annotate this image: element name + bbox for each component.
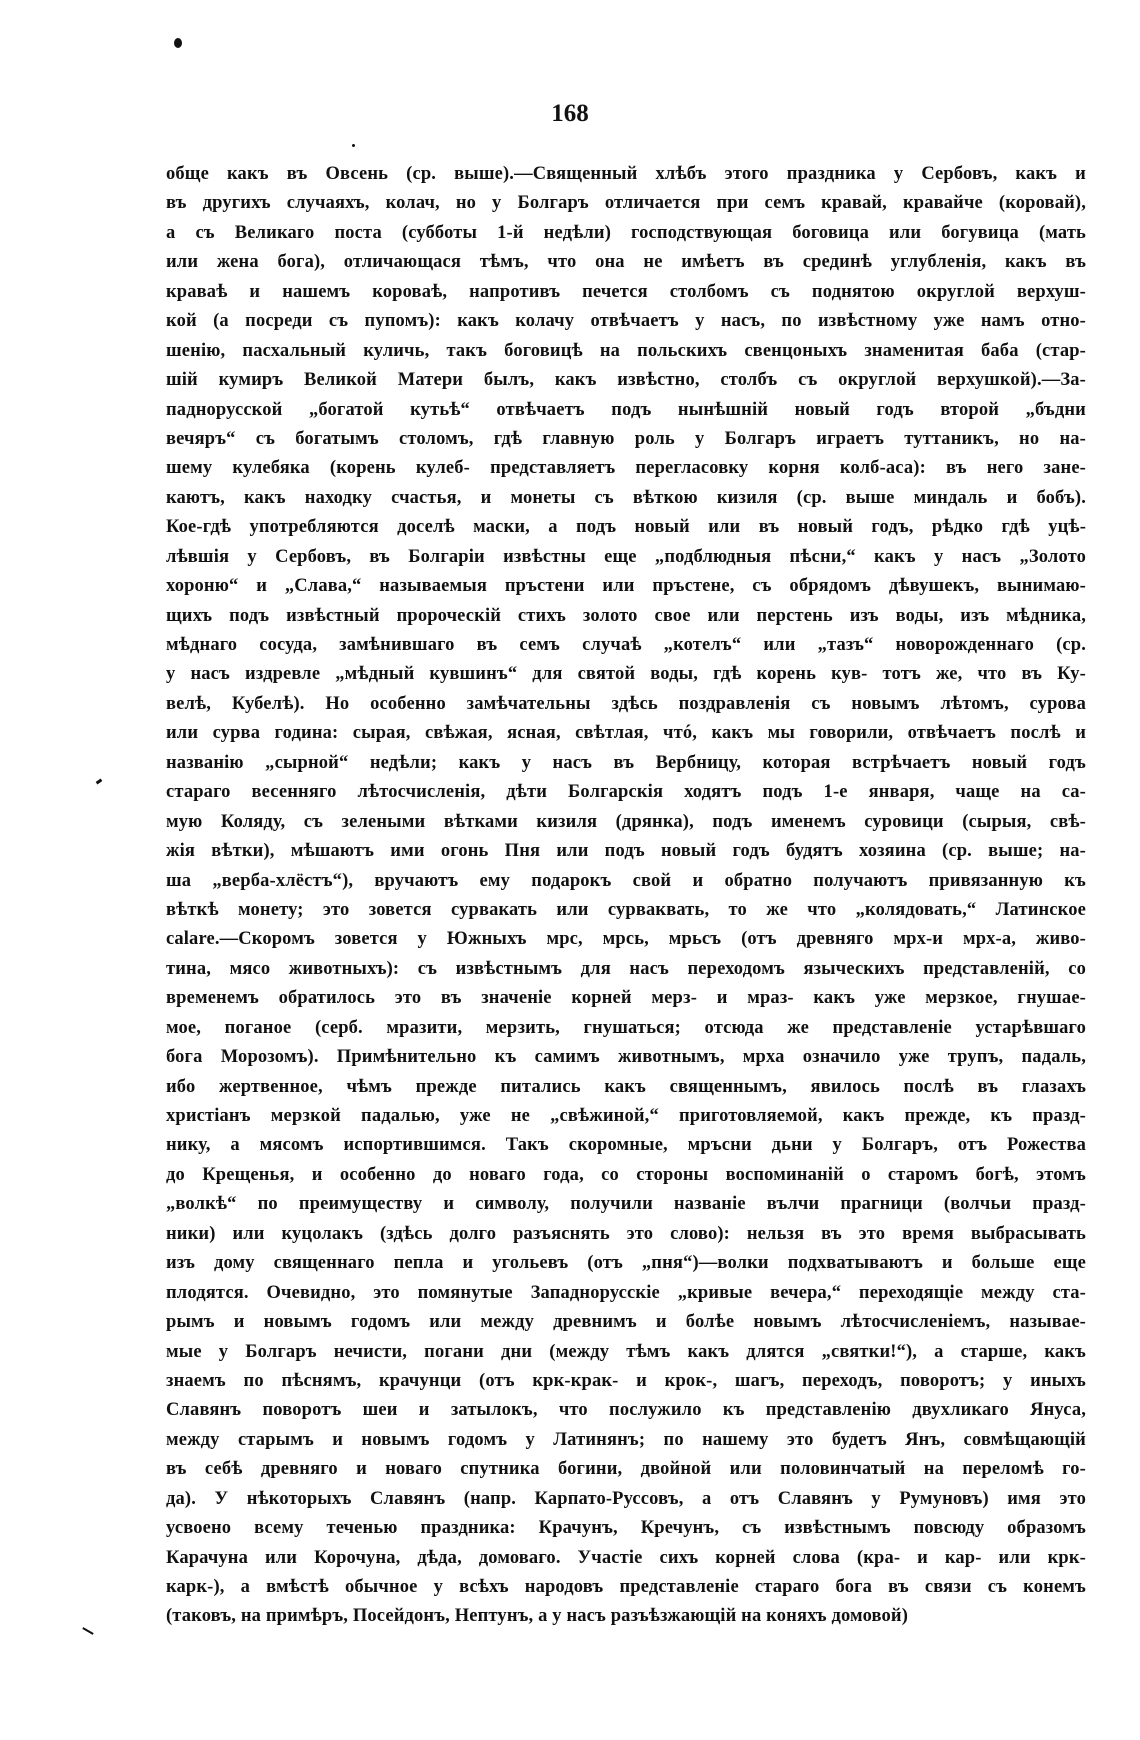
text-line: стараго весенняго лѣтосчисленія, дѣти Болгарскія ходятъ подъ 1-е января, чаще на са- — [166, 782, 1086, 803]
text-line: карк-), а вмѣстѣ обычное у всѣхъ народовъ представленіе стараго бога въ связи съ конемъ — [166, 1577, 1086, 1597]
text-line: тина, мясо животныхъ): съ извѣстнымъ для насъ переходомъ языческихъ представленій, со — [166, 958, 1086, 979]
text-line: жія вѣтки), мѣшаютъ ими огонь Пня или подъ новый годъ будятъ хозяина (ср. выше; на- — [166, 841, 1086, 862]
text-line: нику, а мясомъ испортившимся. Такъ скоромные, мръсни дьни у Болгаръ, отъ Рожества — [166, 1135, 1086, 1156]
text-line: между старымъ и новымъ годомъ у Латинянъ; по нашему это будетъ Янъ, совмѣщающій — [166, 1429, 1086, 1450]
text-line: calare.—Скоромъ зовется у Южныхъ мрс, мрсь, мрьсъ (отъ древняго мрх-и мрх-а, живо- — [166, 929, 1086, 950]
text-line: названію „сырной“ недѣли; какъ у насъ въ Вербницу, которая встрѣчаетъ новый годъ — [166, 752, 1086, 773]
text-line: изъ дому священнаго пепла и угольевъ (отъ „пня“)—волки подхватываютъ и больше еще — [166, 1253, 1086, 1274]
text-line: лѣвшія у Сербовъ, въ Болгаріи извѣстны еще „подблюдныя пѣсни,“ какъ у насъ „Золото — [166, 546, 1086, 567]
ink-speck-mark — [352, 144, 355, 147]
body-text — [166, 160, 1086, 1632]
ink-dot-mark — [174, 38, 182, 48]
text-line: (таковъ, на примѣръ, Посейдонъ, Нептунъ, а у насъ разъѣзжающій на коняхъ домовой) — [166, 1606, 909, 1627]
text-line: щихъ подъ извѣстный пророческій стихъ золото свое или перстень изъ воды, изъ мѣдника, — [166, 605, 1086, 626]
text-line: кравaѣ и нашемъ короваѣ, напротивъ печется столбомъ съ поднятою округлой верхуш- — [166, 281, 1086, 302]
text-line: мую Коляду, съ зелеными вѣтками кизиля (дрянка), подъ именемъ суровици (сырыя, свѣ- — [166, 811, 1086, 832]
text-line: усвоено всему теченью праздника: Крачунъ, Кречунъ, съ извѣстнымъ повсюду образомъ — [166, 1518, 1086, 1539]
text-line: хороню“ и „Слава,“ называемыя пръстени или пръстене, съ обрядомъ дѣвушекъ, вынимаю- — [166, 576, 1086, 597]
text-line: знаемъ по пѣснямъ, крачунци (отъ крк-крак- и крок-, шагъ, переходъ, поворотъ; у иныхъ — [166, 1370, 1086, 1391]
text-line: да). У нѣкоторыхъ Славянъ (напр. Карпато-Руссовъ, а отъ Славянъ у Румуновъ) имя это — [166, 1488, 1086, 1509]
text-line: ша „верба-хлёстъ“), вручаютъ ему подарокъ свой и обратно получаютъ привязанную къ — [166, 870, 1086, 891]
text-line: мые у Болгаръ нечисти, погани дни (между тѣмъ какъ длятся „святки!“), а старше, какъ — [166, 1341, 1086, 1362]
text-line: паднорусской „богатой кутьѣ“ отвѣчаетъ подъ нынѣшній новый годъ второй „бъдни — [166, 399, 1086, 420]
text-line: Славянъ поворотъ шеи и затылокъ, что послужило къ представленію двухликаго Януса, — [166, 1400, 1086, 1421]
text-line: христіанъ мерзкой падалью, уже не „свѣжиной,“ приготовляемой, какъ прежде, къ празд- — [166, 1106, 1086, 1126]
text-line: велѣ, Кубелѣ). Но особенно замѣчательны здѣсь поздравленія съ новымъ лѣтомъ, сурова — [166, 693, 1086, 714]
text-line: ибо жертвенное, чѣмъ прежде питались какъ священнымъ, явилось послѣ въ глазахъ — [166, 1076, 1086, 1097]
text-line: Карачуна или Корочуна, дѣда, домоваго. Участіе сихъ корней слова (кра- и кар- или крк- — [166, 1547, 1086, 1568]
text-line: у насъ издревле „мѣдный кувшинъ“ для святой воды, гдѣ корень кув- тотъ же, что въ Ку- — [166, 664, 1086, 685]
text-line: вечяръ“ съ богатымъ столомъ, гдѣ главную роль у Болгаръ играетъ туттаникъ, но на- — [166, 428, 1086, 449]
text-line: плодятся. Очевидно, это помянутые Западнорусскіе „кривые вечера,“ переходящіе между ста- — [166, 1282, 1086, 1303]
text-line: „волкѣ“ по преимуществу и символу, получили названіе вълчи прагници (волчьи празд- — [166, 1194, 1086, 1215]
text-line: каютъ, какъ находку счастья, и монеты съ вѣткою кизиля (ср. выше миндаль и бобъ). — [166, 487, 1086, 508]
text-line: ники) или куцолакъ (здѣсь долго разъяснять это слово): нельзя въ это время выбрасывать — [166, 1223, 1086, 1244]
margin-dash-mark — [82, 1627, 93, 1635]
text-line: до Крещенья, и особенно до новаго года, со стороны воспоминаній о старомъ богѣ, этомъ — [166, 1164, 1086, 1185]
text-line: кой (а посреди съ пупомъ): какъ колачу отвѣчаетъ у насъ, по извѣстному уже намъ отно- — [166, 311, 1086, 332]
text-line: мѣднаго сосуда, замѣнившаго въ семъ случаѣ „котелъ“ или „тазъ“ новорожденнаго (ср. — [166, 635, 1086, 655]
margin-speck-mark — [96, 779, 103, 785]
text-line: въ себѣ древняго и новаго спутника богини, двойной или половинчатый на переломѣ го- — [166, 1459, 1086, 1480]
text-line: Кое-гдѣ употребляются доселѣ маски, а подъ новый или въ новый годъ, рѣдко гдѣ уцѣ- — [166, 517, 1086, 538]
text-line: шему кулебяка (корень кулеб- представляетъ перегласовку корня колб-аса): въ него зане- — [166, 458, 1086, 479]
text-line: обще какъ въ Овсень (ср. выше).—Священный хлѣбъ этого праздника у Сербовъ, какъ и — [166, 164, 1086, 184]
text-line: мое, поганое (серб. мразити, мерзить, гнушаться; отсюда же представленіе устарѣвшаго — [166, 1017, 1086, 1038]
text-line: или жена бога), отличающася тѣмъ, что она не имѣетъ въ срединѣ углубленія, какъ въ — [166, 252, 1086, 273]
text-line: бога Морозомъ). Примѣнительно къ самимъ животнымъ, мрха означило уже трупъ, падаль, — [166, 1047, 1086, 1068]
text-line: или сурва година: сырая, свѣжая, ясная, свѣтлая, чтó, какъ мы говорили, отвѣчаетъ послѣ и — [166, 723, 1086, 744]
text-line: рымъ и новымъ годомъ или между древнимъ и болѣе новымъ лѣтосчисленіемъ, называе- — [166, 1312, 1086, 1333]
text-line: вѣткѣ монету; это зовется сурвакать или сурваквать, то же что „колядовать,“ Латинское — [166, 899, 1086, 920]
text-line: шій кумиръ Великой Матери былъ, какъ извѣстно, столбъ съ округлой верхушкой).—За- — [166, 370, 1086, 391]
text-line: въ другихъ случаяхъ, колач, но у Болгаръ отличается при семъ кравай, кравайче (коровай), — [166, 193, 1086, 214]
text-line: шенію, пасхальный куличь, такъ боговицѣ на польскихъ свенцоныхъ знаменитая баба (стар- — [166, 340, 1086, 361]
page-number: 168 — [551, 100, 589, 127]
text-line: а съ Великаго поста (субботы 1-й недѣли) господствующая боговица или богувица (мать — [166, 222, 1086, 243]
text-line: временемъ обратилось это въ значеніе корней мерз- и мраз- какъ уже мерзкое, гнушае- — [166, 988, 1086, 1009]
